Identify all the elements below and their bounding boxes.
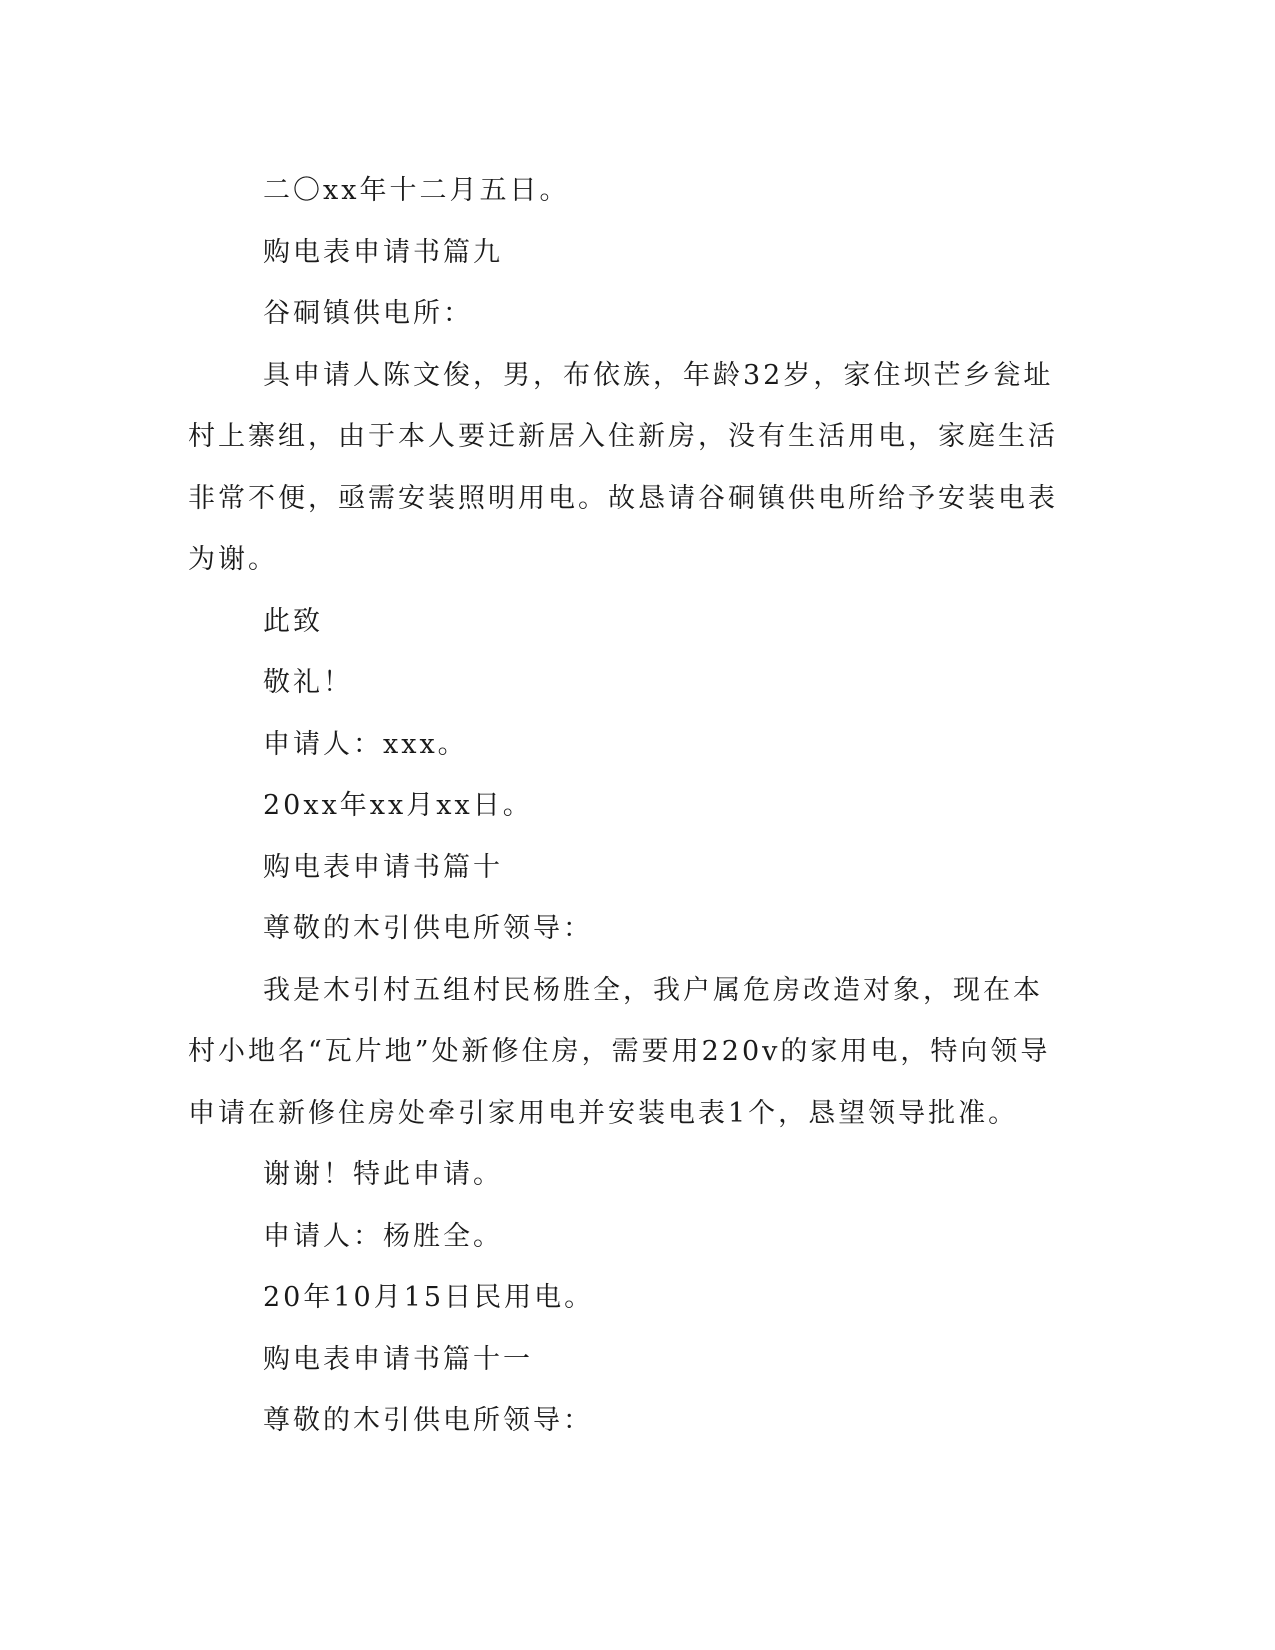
applicant-line: 申请人：xxx。 xyxy=(263,728,468,760)
date-line: 20xx年xx月xx日。 xyxy=(263,790,533,821)
body-paragraph: 我是木引村五组村民杨胜全，我户属危房改造对象，现在本村小地名“瓦片地”处新修住房，需要用220v的家用电，特向领导申请在新修住房处牵引家用电并安装电表1个，恳望领导批准。 xyxy=(188,974,1051,1129)
section-heading-9: 购电表申请书篇九 xyxy=(263,236,503,268)
date-line: 二〇xx年十二月五日。 xyxy=(263,175,570,206)
thanks-line: 谢谢！特此申请。 xyxy=(263,1159,503,1190)
salutation: 尊敬的木引供电所领导： xyxy=(263,913,593,944)
applicant-line: 申请人：杨胜全。 xyxy=(263,1220,503,1252)
document-body xyxy=(188,160,1066,1452)
date-line: 20年10月15日民用电。 xyxy=(263,1282,595,1313)
closing-regards: 敬礼！ xyxy=(263,667,353,698)
closing-line: 此致 xyxy=(263,605,323,637)
body-paragraph: 具申请人陈文俊，男，布依族，年龄32岁，家住坝芒乡瓮址村上寨组，由于本人要迁新居入住新房，没有生活用电，家庭生活非常不便，亟需安装照明用电。故恳请谷硐镇供电所给予安装电表为谢。 xyxy=(188,359,1058,575)
section-heading-11: 购电表申请书篇十一 xyxy=(263,1343,533,1375)
salutation: 尊敬的木引供电所领导： xyxy=(263,1405,593,1436)
section-heading-10: 购电表申请书篇十 xyxy=(263,851,503,883)
salutation: 谷硐镇供电所： xyxy=(263,298,473,329)
